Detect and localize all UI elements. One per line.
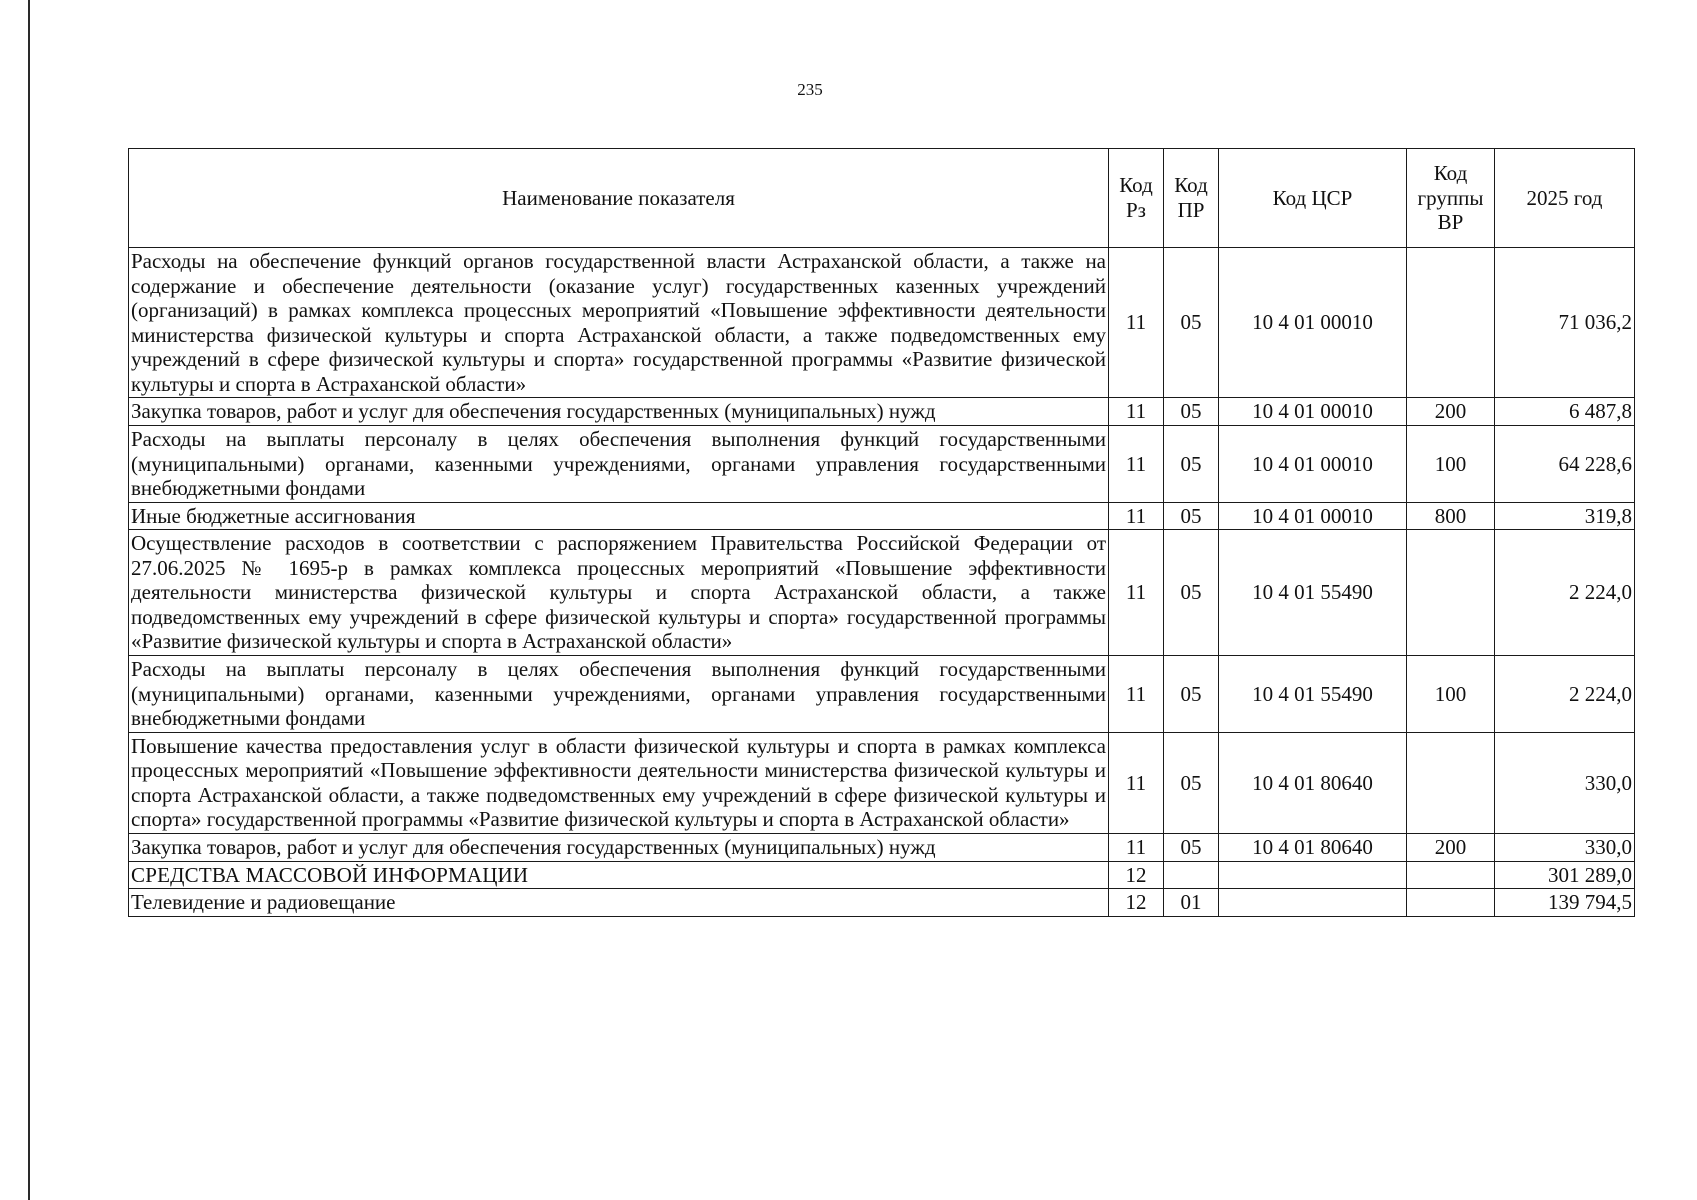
table-row — [129, 861, 1635, 889]
row-csr: 10 4 01 55490 — [1219, 656, 1407, 733]
table-row — [129, 398, 1635, 426]
header-name: Наименование показателя — [129, 149, 1109, 248]
row-rz: 11 — [1109, 833, 1164, 861]
header-pr: Код ПР — [1164, 149, 1219, 248]
row-vr: 100 — [1407, 425, 1495, 502]
row-amount: 64 228,6 — [1495, 425, 1635, 502]
table-row — [129, 732, 1635, 833]
row-rz: 11 — [1109, 530, 1164, 656]
row-csr — [1219, 861, 1407, 889]
row-rz: 11 — [1109, 732, 1164, 833]
row-rz: 11 — [1109, 502, 1164, 530]
row-pr: 05 — [1164, 530, 1219, 656]
row-vr — [1407, 732, 1495, 833]
row-vr: 800 — [1407, 502, 1495, 530]
row-amount: 6 487,8 — [1495, 398, 1635, 426]
row-pr: 05 — [1164, 398, 1219, 426]
table-row — [129, 530, 1635, 656]
row-vr — [1407, 530, 1495, 656]
row-rz: 11 — [1109, 248, 1164, 398]
row-name: Закупка товаров, работ и услуг для обеспечения государственных (муниципальных) нужд — [129, 833, 1109, 861]
budget-table — [128, 148, 1635, 917]
table-row — [129, 425, 1635, 502]
row-csr: 10 4 01 80640 — [1219, 833, 1407, 861]
row-vr: 100 — [1407, 656, 1495, 733]
row-pr: 05 — [1164, 833, 1219, 861]
row-vr — [1407, 248, 1495, 398]
row-vr: 200 — [1407, 398, 1495, 426]
row-vr — [1407, 889, 1495, 917]
row-vr: 200 — [1407, 833, 1495, 861]
row-amount: 2 224,0 — [1495, 656, 1635, 733]
header-csr: Код ЦСР — [1219, 149, 1407, 248]
table-row — [129, 889, 1635, 917]
row-csr: 10 4 01 55490 — [1219, 530, 1407, 656]
row-csr: 10 4 01 00010 — [1219, 425, 1407, 502]
row-name: Расходы на выплаты персоналу в целях обеспечения выполнения функций государственными (муниципальными) органами, казенными учреждениями, органами управления государственными внебюджетными фондами — [129, 425, 1109, 502]
row-pr — [1164, 861, 1219, 889]
row-amount: 330,0 — [1495, 732, 1635, 833]
table-row — [129, 502, 1635, 530]
row-amount: 71 036,2 — [1495, 248, 1635, 398]
table-row — [129, 248, 1635, 398]
row-name: Осуществление расходов в соответствии с распоряжением Правительства Российской Федерации от 27.06.2025 № 1695-р в рамках комплекса процессных мероприятий «Повышение эффективности деятельности министерства физической культуры и спорта Астраханской области, а также подведомственных ему учреждений в сфере физической культуры и спорта» государственной программы «Развитие физической культуры и спорта в Астраханской области» — [129, 530, 1109, 656]
row-amount: 330,0 — [1495, 833, 1635, 861]
row-amount: 139 794,5 — [1495, 889, 1635, 917]
row-name: Закупка товаров, работ и услуг для обеспечения государственных (муниципальных) нужд — [129, 398, 1109, 426]
row-rz: 12 — [1109, 861, 1164, 889]
row-pr: 05 — [1164, 425, 1219, 502]
row-rz: 11 — [1109, 656, 1164, 733]
row-csr: 10 4 01 00010 — [1219, 248, 1407, 398]
row-rz: 11 — [1109, 398, 1164, 426]
row-name: Повышение качества предоставления услуг в области физической культуры и спорта в рамках комплекса процессных мероприятий «Повышение эффективности деятельности министерства физической культуры и спорта Астраханской области, а также подведомственных ему учреждений в сфере физической культуры и спорта» государственной программы «Развитие физической культуры и спорта в Астраханской области» — [129, 732, 1109, 833]
row-rz: 12 — [1109, 889, 1164, 917]
row-name: Расходы на обеспечение функций органов государственной власти Астраханской области, а также на содержание и обеспечение деятельности (оказание услуг) государственных казенных учреждений (организаций) в рамках комплекса процессных мероприятий «Повышение эффективности деятельности министерства физической культуры и спорта Астраханской области, а также подведомственных ему учреждений в сфере физической культуры и спорта» государственной программы «Развитие физической культуры и спорта в Астраханской области» — [129, 248, 1109, 398]
row-name: Телевидение и радиовещание — [129, 889, 1109, 917]
row-amount: 319,8 — [1495, 502, 1635, 530]
row-pr: 05 — [1164, 248, 1219, 398]
row-pr: 05 — [1164, 502, 1219, 530]
table-row — [129, 656, 1635, 733]
row-pr: 01 — [1164, 889, 1219, 917]
header-year: 2025 год — [1495, 149, 1635, 248]
row-name: Расходы на выплаты персоналу в целях обеспечения выполнения функций государственными (муниципальными) органами, казенными учреждениями, органами управления государственными внебюджетными фондами — [129, 656, 1109, 733]
row-amount: 301 289,0 — [1495, 861, 1635, 889]
row-csr: 10 4 01 80640 — [1219, 732, 1407, 833]
row-vr — [1407, 861, 1495, 889]
row-name: СРЕДСТВА МАССОВОЙ ИНФОРМАЦИИ — [129, 861, 1109, 889]
header-vr: Код группы ВР — [1407, 149, 1495, 248]
header-rz: Код Рз — [1109, 149, 1164, 248]
table-row — [129, 833, 1635, 861]
row-pr: 05 — [1164, 732, 1219, 833]
row-csr: 10 4 01 00010 — [1219, 502, 1407, 530]
row-csr — [1219, 889, 1407, 917]
row-rz: 11 — [1109, 425, 1164, 502]
left-margin-line — [28, 0, 30, 1200]
row-csr: 10 4 01 00010 — [1219, 398, 1407, 426]
row-amount: 2 224,0 — [1495, 530, 1635, 656]
page-number: 235 — [797, 80, 823, 99]
row-pr: 05 — [1164, 656, 1219, 733]
row-name: Иные бюджетные ассигнования — [129, 502, 1109, 530]
table-header-row — [129, 149, 1635, 248]
